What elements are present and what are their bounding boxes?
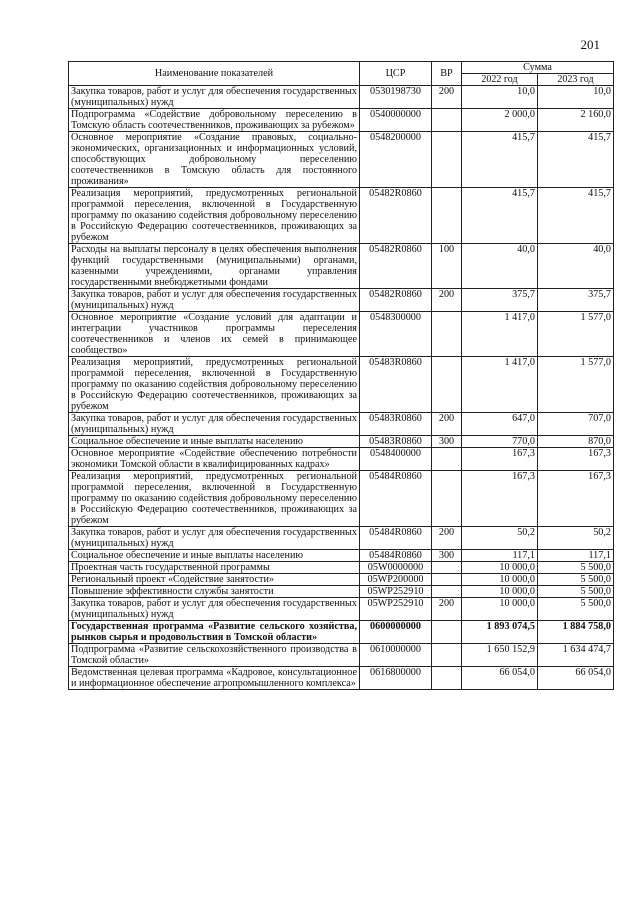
row-sum-2022: 647,0 <box>462 413 538 436</box>
row-csr: 0540000000 <box>360 109 432 132</box>
row-name: Проектная часть государственной программы <box>69 562 360 574</box>
table-row <box>69 188 614 244</box>
row-sum-2022: 1 650 152,9 <box>462 644 538 667</box>
row-name: Основное мероприятие «Содействие обеспечению потребности экономики Томской области в квалифицированных кадрах» <box>69 448 360 471</box>
table-row <box>69 598 614 621</box>
row-sum-2023: 707,0 <box>538 413 614 436</box>
row-sum-2022: 415,7 <box>462 188 538 244</box>
row-csr: 05484R0860 <box>360 527 432 550</box>
row-sum-2022: 10 000,0 <box>462 574 538 586</box>
row-sum-2023: 1 634 474,7 <box>538 644 614 667</box>
row-sum-2022: 10,0 <box>462 86 538 109</box>
row-name: Закупка товаров, работ и услуг для обеспечения государственных (муниципальных) нужд <box>69 413 360 436</box>
row-csr: 05WP200000 <box>360 574 432 586</box>
row-sum-2023: 5 500,0 <box>538 562 614 574</box>
table-row <box>69 413 614 436</box>
row-sum-2023: 167,3 <box>538 471 614 527</box>
row-vr: 200 <box>432 527 462 550</box>
row-vr <box>432 132 462 188</box>
header-sum: Сумма <box>462 62 614 74</box>
row-vr: 300 <box>432 550 462 562</box>
table-row <box>69 574 614 586</box>
row-csr: 0616800000 <box>360 667 432 690</box>
row-vr: 200 <box>432 413 462 436</box>
table-row <box>69 109 614 132</box>
row-sum-2023: 1 884 758,0 <box>538 621 614 644</box>
row-sum-2023: 5 500,0 <box>538 598 614 621</box>
row-name: Закупка товаров, работ и услуг для обеспечения государственных (муниципальных) нужд <box>69 598 360 621</box>
row-csr: 05WP252910 <box>360 586 432 598</box>
row-sum-2022: 375,7 <box>462 289 538 312</box>
header-csr: ЦСР <box>360 62 432 86</box>
row-csr: 05483R0860 <box>360 436 432 448</box>
row-sum-2022: 10 000,0 <box>462 562 538 574</box>
row-name: Реализация мероприятий, предусмотренных региональной программой переселения, включенной в Государственную программу по оказанию содействия добровольному переселению в Российскую Федерацию соотечественников, проживающих за рубежом <box>69 471 360 527</box>
row-name: Основное мероприятие «Создание правовых, социально-экономических, организационных и информационных условий, способствующих добровольному переселению соотечественников в Томскую область для постоянного проживания» <box>69 132 360 188</box>
table-row <box>69 357 614 413</box>
row-sum-2022: 1 417,0 <box>462 357 538 413</box>
row-sum-2022: 770,0 <box>462 436 538 448</box>
row-vr <box>432 644 462 667</box>
row-name: Социальное обеспечение и иные выплаты населению <box>69 550 360 562</box>
row-csr: 05484R0860 <box>360 550 432 562</box>
row-csr: 05483R0860 <box>360 357 432 413</box>
row-sum-2023: 66 054,0 <box>538 667 614 690</box>
row-sum-2023: 167,3 <box>538 448 614 471</box>
row-csr: 0548400000 <box>360 448 432 471</box>
row-sum-2023: 1 577,0 <box>538 357 614 413</box>
row-sum-2023: 2 160,0 <box>538 109 614 132</box>
header-name: Наименование показателей <box>69 62 360 86</box>
row-sum-2022: 415,7 <box>462 132 538 188</box>
row-sum-2022: 10 000,0 <box>462 586 538 598</box>
row-name: Повышение эффективности службы занятости <box>69 586 360 598</box>
table-row <box>69 621 614 644</box>
row-sum-2023: 40,0 <box>538 244 614 289</box>
table-row <box>69 667 614 690</box>
row-vr <box>432 574 462 586</box>
row-csr: 0530198730 <box>360 86 432 109</box>
row-vr <box>432 188 462 244</box>
row-name: Подпрограмма «Развитие сельскохозяйственного производства в Томской области» <box>69 644 360 667</box>
row-sum-2022: 1 417,0 <box>462 312 538 357</box>
row-csr: 05483R0860 <box>360 413 432 436</box>
row-name: Социальное обеспечение и иные выплаты населению <box>69 436 360 448</box>
row-sum-2023: 5 500,0 <box>538 574 614 586</box>
table-row <box>69 448 614 471</box>
row-vr <box>432 357 462 413</box>
row-vr <box>432 562 462 574</box>
row-sum-2023: 415,7 <box>538 188 614 244</box>
row-sum-2022: 167,3 <box>462 448 538 471</box>
page-number: 201 <box>580 37 600 52</box>
row-sum-2022: 40,0 <box>462 244 538 289</box>
row-name: Закупка товаров, работ и услуг для обеспечения государственных (муниципальных) нужд <box>69 527 360 550</box>
row-sum-2022: 167,3 <box>462 471 538 527</box>
row-vr <box>432 312 462 357</box>
row-csr: 05482R0860 <box>360 188 432 244</box>
row-sum-2023: 375,7 <box>538 289 614 312</box>
row-sum-2022: 10 000,0 <box>462 598 538 621</box>
row-csr: 0548200000 <box>360 132 432 188</box>
row-vr <box>432 448 462 471</box>
table-row <box>69 289 614 312</box>
table-row <box>69 550 614 562</box>
table-row <box>69 471 614 527</box>
table-row <box>69 244 614 289</box>
row-csr: 05W0000000 <box>360 562 432 574</box>
row-vr <box>432 586 462 598</box>
row-csr: 0610000000 <box>360 644 432 667</box>
row-name: Ведомственная целевая программа «Кадровое, консультационное и информационное обеспечение агропромышленного комплекса» <box>69 667 360 690</box>
row-name: Основное мероприятие «Создание условий для адаптации и интеграции участников программы переселения соотечественников и членов их семей в принимающее сообщество» <box>69 312 360 357</box>
row-name: Реализация мероприятий, предусмотренных региональной программой переселения, включенной в Государственную программу по оказанию содействия добровольному переселению в Российскую Федерацию соотечественников, проживающих за рубежом <box>69 188 360 244</box>
row-sum-2022: 50,2 <box>462 527 538 550</box>
row-csr: 0548300000 <box>360 312 432 357</box>
row-vr: 300 <box>432 436 462 448</box>
table-row <box>69 132 614 188</box>
row-sum-2022: 2 000,0 <box>462 109 538 132</box>
row-name: Региональный проект «Содействие занятости» <box>69 574 360 586</box>
row-csr: 0600000000 <box>360 621 432 644</box>
row-name: Подпрограмма «Содействие добровольному переселению в Томскую область соотечественников, проживающих за рубежом» <box>69 109 360 132</box>
table-row <box>69 86 614 109</box>
row-sum-2022: 66 054,0 <box>462 667 538 690</box>
row-vr <box>432 621 462 644</box>
row-name: Расходы на выплаты персоналу в целях обеспечения выполнения функций государственными (муниципальными) органами, казенными учреждениями, органами управления государственными внебюджетными фондами <box>69 244 360 289</box>
table-row <box>69 312 614 357</box>
row-vr: 200 <box>432 598 462 621</box>
row-sum-2023: 870,0 <box>538 436 614 448</box>
header-year-2022: 2022 год <box>462 74 538 86</box>
row-csr: 05WP252910 <box>360 598 432 621</box>
table-row <box>69 586 614 598</box>
row-sum-2023: 10,0 <box>538 86 614 109</box>
row-sum-2023: 415,7 <box>538 132 614 188</box>
row-vr <box>432 667 462 690</box>
row-sum-2023: 117,1 <box>538 550 614 562</box>
table-row <box>69 436 614 448</box>
table-row <box>69 527 614 550</box>
row-vr: 200 <box>432 289 462 312</box>
table-row <box>69 644 614 667</box>
row-sum-2023: 5 500,0 <box>538 586 614 598</box>
row-sum-2022: 117,1 <box>462 550 538 562</box>
row-vr: 100 <box>432 244 462 289</box>
budget-table <box>68 61 614 690</box>
row-sum-2023: 1 577,0 <box>538 312 614 357</box>
header-year-2023: 2023 год <box>538 74 614 86</box>
row-vr <box>432 471 462 527</box>
row-csr: 05482R0860 <box>360 289 432 312</box>
table-body <box>69 86 614 690</box>
row-sum-2023: 50,2 <box>538 527 614 550</box>
table-row <box>69 562 614 574</box>
row-sum-2022: 1 893 074,5 <box>462 621 538 644</box>
row-name: Реализация мероприятий, предусмотренных региональной программой переселения, включенной в Государственную программу по оказанию содействия добровольному переселению в Российскую Федерацию соотечественников, проживающих за рубежом <box>69 357 360 413</box>
row-vr <box>432 109 462 132</box>
row-name: Закупка товаров, работ и услуг для обеспечения государственных (муниципальных) нужд <box>69 86 360 109</box>
row-name: Государственная программа «Развитие сельского хозяйства, рынков сырья и продовольствия в Томской области» <box>69 621 360 644</box>
row-csr: 05482R0860 <box>360 244 432 289</box>
row-vr: 200 <box>432 86 462 109</box>
row-csr: 05484R0860 <box>360 471 432 527</box>
row-name: Закупка товаров, работ и услуг для обеспечения государственных (муниципальных) нужд <box>69 289 360 312</box>
header-vr: ВР <box>432 62 462 86</box>
table-header <box>69 62 614 86</box>
